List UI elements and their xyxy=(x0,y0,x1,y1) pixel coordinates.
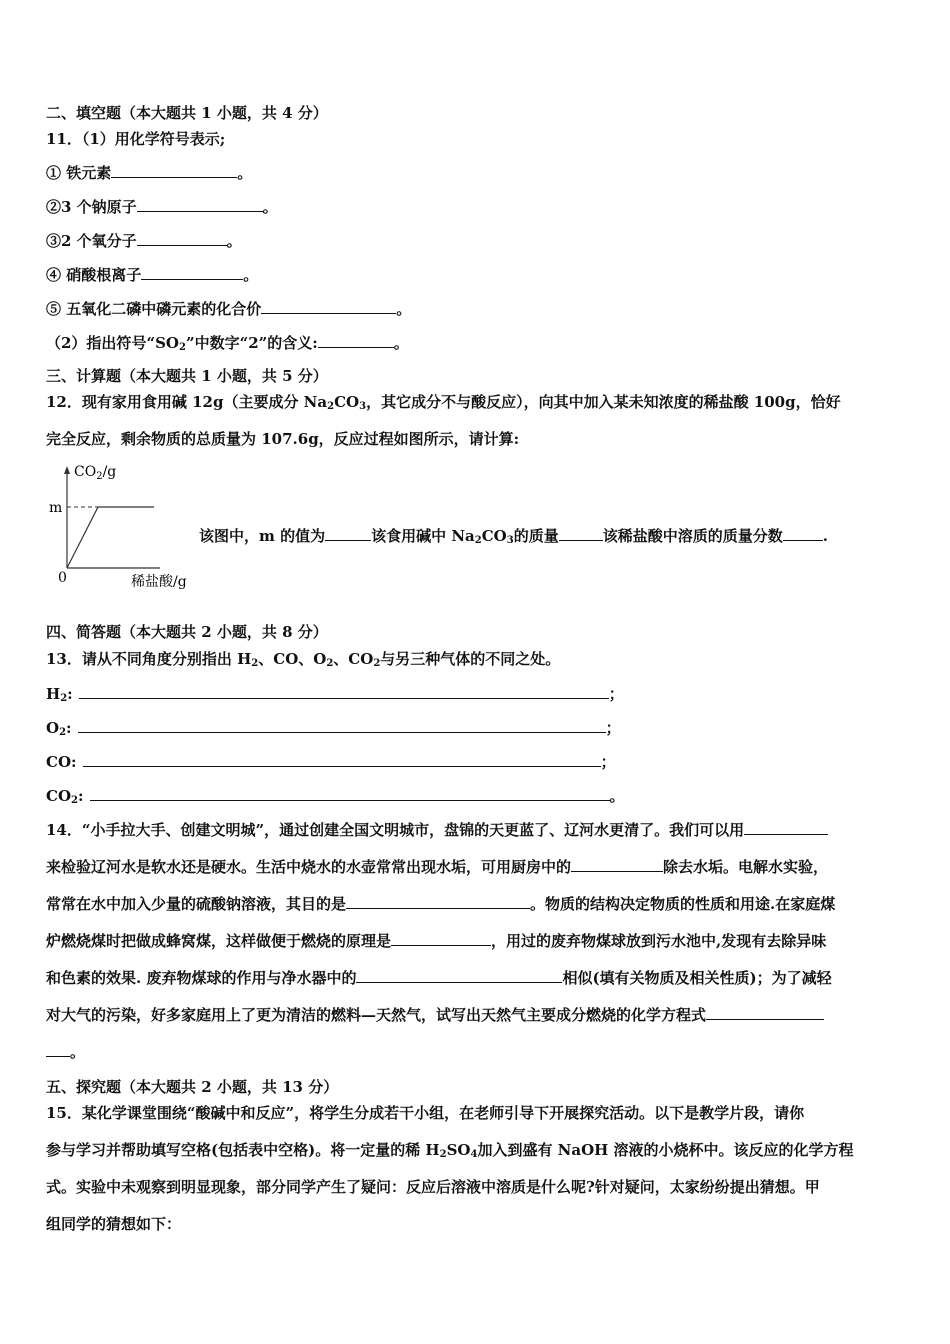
q14-line-2: 来检验辽河水是软水还是硬水。生活中烧水的水壶常常出现水垢，可用厨房中的 除去水垢。电解水实验， xyxy=(46,858,829,876)
answer-blank[interactable] xyxy=(571,857,663,872)
q15-line-2: 参与学习并帮助填写空格(包括表中空格)。将一定量的稀 $H_2SO_4$加入到盛有 NaOH 溶液的小烧杯中。该反应的化学方程 xyxy=(46,1141,854,1160)
gas-h2-row: $H_2$: ； xyxy=(46,685,624,704)
gas-co-row: CO: ； xyxy=(46,753,616,771)
y-axis-arrow xyxy=(64,466,70,474)
q11-item-3: ③2 个氧分子 。 xyxy=(46,232,242,250)
q11-item-1: ① 铁元素 。 xyxy=(46,164,253,182)
answer-blank[interactable] xyxy=(90,786,610,801)
answer-blank[interactable] xyxy=(261,299,396,314)
answer-blank[interactable] xyxy=(391,931,491,946)
rising-line xyxy=(67,507,98,568)
answer-blank[interactable] xyxy=(325,526,371,541)
question-12-line-1: 12．现有家用食用碱 12g（主要成分 $Na_2CO_3$，其它成分不与酸反应），向其中加入某未知浓度的稀盐酸 100g，恰好 xyxy=(46,393,841,412)
section-4-heading: 四、简答题（本大题共 2 小题，共 8 分） xyxy=(46,623,328,641)
origin-label: 0 xyxy=(58,570,67,586)
answer-blank[interactable] xyxy=(46,1042,70,1057)
answer-blank[interactable] xyxy=(83,752,601,767)
question-12-line-2: 完全反应，剩余物质的总质量为 107.6g，反应过程如图所示，请计算: xyxy=(46,430,520,448)
section-3-heading: 三、计算题（本大题共 1 小题，共 5 分） xyxy=(46,367,328,385)
q11-part-2: （2）指出符号“$SO_2$”中数字“2”的含义: 。 xyxy=(46,334,409,353)
answer-blank[interactable] xyxy=(744,820,828,835)
question-11: 11．（1）用化学符号表示; xyxy=(46,130,226,148)
question-13: 13．请从不同角度分别指出 $H_2$、CO、$O_2$、$CO_2$与另三种气体的不同之处。 xyxy=(46,650,561,669)
answer-blank[interactable] xyxy=(137,231,227,246)
answer-blank[interactable] xyxy=(78,718,606,733)
answer-blank[interactable] xyxy=(111,163,237,178)
answer-blank[interactable] xyxy=(318,333,394,348)
answer-blank[interactable] xyxy=(79,684,609,699)
gas-co2-row: $CO_2$: 。 xyxy=(46,787,625,806)
question-12-blanks: 该图中，m 的值为 该食用碱中 $Na_2CO_3$的质量 该稀盐酸中溶质的质量分数 . xyxy=(199,527,828,546)
q14-line-5: 和色素的效果. 废弃物煤球的作用与净水器中的 相似(填有关物质及相关性质)；为了减轻 xyxy=(46,969,832,987)
q11-item-2: ②3 个钠原子 。 xyxy=(46,198,278,216)
q14-line-1: 14．“小手拉大手、创建文明城”，通过创建全国文明城市，盘锦的天更蓝了、辽河水更清了。我们可以用 xyxy=(46,820,828,840)
x-axis-label: 稀盐酸/g xyxy=(131,574,187,590)
answer-blank[interactable] xyxy=(141,265,243,280)
answer-blank[interactable] xyxy=(706,1005,824,1020)
q14-line-6: 对大气的污染，好多家庭用上了更为清洁的燃料—天然气，试写出天然气主要成分燃烧的化学方程式 xyxy=(46,1005,824,1025)
q14-line-7: 。 xyxy=(46,1042,85,1062)
q14-line-4: 炉燃烧煤时把做成蜂窝煤，这样做便于燃烧的原理是 ，用过的废弃物煤球放到污水池中,发现有去除异味 xyxy=(46,932,827,950)
answer-blank[interactable] xyxy=(356,968,562,983)
answer-blank[interactable] xyxy=(137,197,263,212)
co2-graph xyxy=(40,458,210,590)
q15-line-3: 式。实验中未观察到明显现象，部分同学产生了疑问：反应后溶液中溶质是什么呢?针对疑问，太家纷纷提出猜想。甲 xyxy=(46,1178,820,1196)
answer-blank[interactable] xyxy=(559,526,603,541)
m-label: m xyxy=(49,500,63,516)
answer-blank[interactable] xyxy=(346,894,530,909)
answer-blank[interactable] xyxy=(783,526,823,541)
q11-item-4: ④ 硝酸根离子 。 xyxy=(46,266,259,284)
q15-line-1: 15．某化学课堂围绕“酸碱中和反应”，将学生分成若干小组，在老师引导下开展探究活动。以下是教学片段，请你 xyxy=(46,1104,805,1122)
q14-line-3: 常常在水中加入少量的硫酸钠溶液，其目的是 。物质的结构决定物质的性质和用途.在家庭煤 xyxy=(46,895,836,913)
y-axis-label: $CO_2/g$ xyxy=(74,464,117,482)
q11-item-5: ⑤ 五氧化二磷中磷元素的化合价 。 xyxy=(46,300,412,318)
section-5-heading: 五、探究题（本大题共 2 小题，共 13 分） xyxy=(46,1078,339,1096)
q15-line-4: 组同学的猜想如下： xyxy=(46,1215,182,1233)
gas-o2-row: $O_2$: ； xyxy=(46,719,621,738)
section-2-heading: 二、填空题（本大题共 1 小题，共 4 分） xyxy=(46,104,328,122)
